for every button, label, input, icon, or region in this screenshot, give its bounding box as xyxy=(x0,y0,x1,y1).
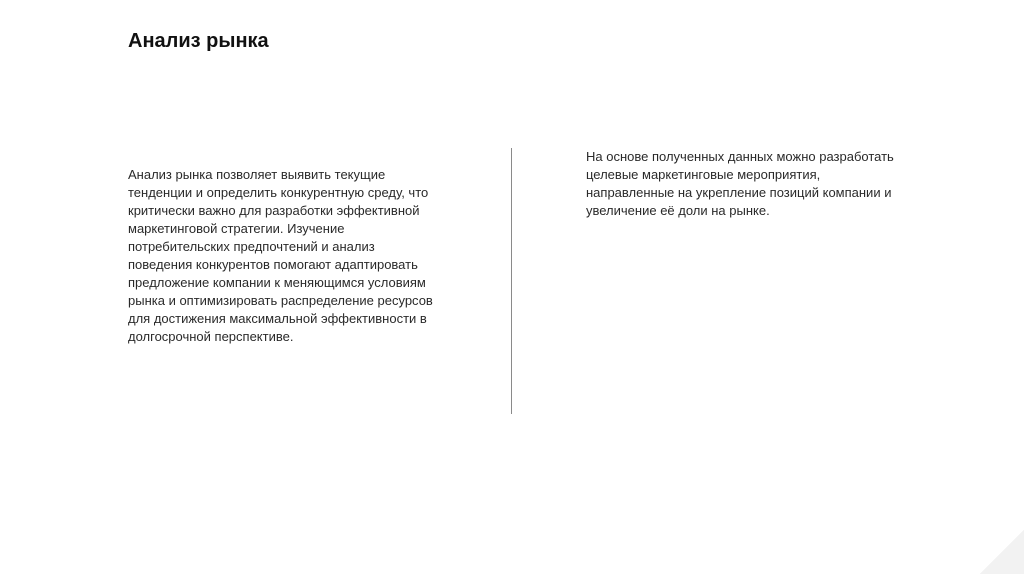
right-text-line: На основе полученных данных можно разработать xyxy=(586,149,894,164)
left-text-line: предложение компании к меняющимся условиям xyxy=(128,275,426,290)
right-text-line: целевые маркетинговые мероприятия, xyxy=(586,167,821,182)
left-text-block xyxy=(128,166,468,346)
vertical-divider xyxy=(511,148,512,414)
left-text-line: критически важно для разработки эффективной xyxy=(128,203,420,218)
page-corner-fold xyxy=(980,530,1024,574)
left-text-line: рынка и оптимизировать распределение ресурсов xyxy=(128,293,433,308)
left-text-line: поведения конкурентов помогают адаптировать xyxy=(128,257,418,272)
left-text-line: для достижения максимальной эффективности в xyxy=(128,311,427,326)
left-text-line: маркетинговой стратегии. Изучение xyxy=(128,221,345,236)
left-text-line: Анализ рынка позволяет выявить текущие xyxy=(128,167,386,182)
right-text-block xyxy=(586,148,934,220)
slide-title: Анализ рынка xyxy=(128,30,269,52)
left-text-line: потребительских предпочтений и анализ xyxy=(128,239,375,254)
right-text-line: направленные на укрепление позиций компании и xyxy=(586,185,892,200)
right-text-line: увеличение её доли на рынке. xyxy=(586,203,770,218)
left-text-line: долгосрочной перспективе. xyxy=(128,329,294,344)
left-text-line: тенденции и определить конкурентную среду, что xyxy=(128,185,429,200)
